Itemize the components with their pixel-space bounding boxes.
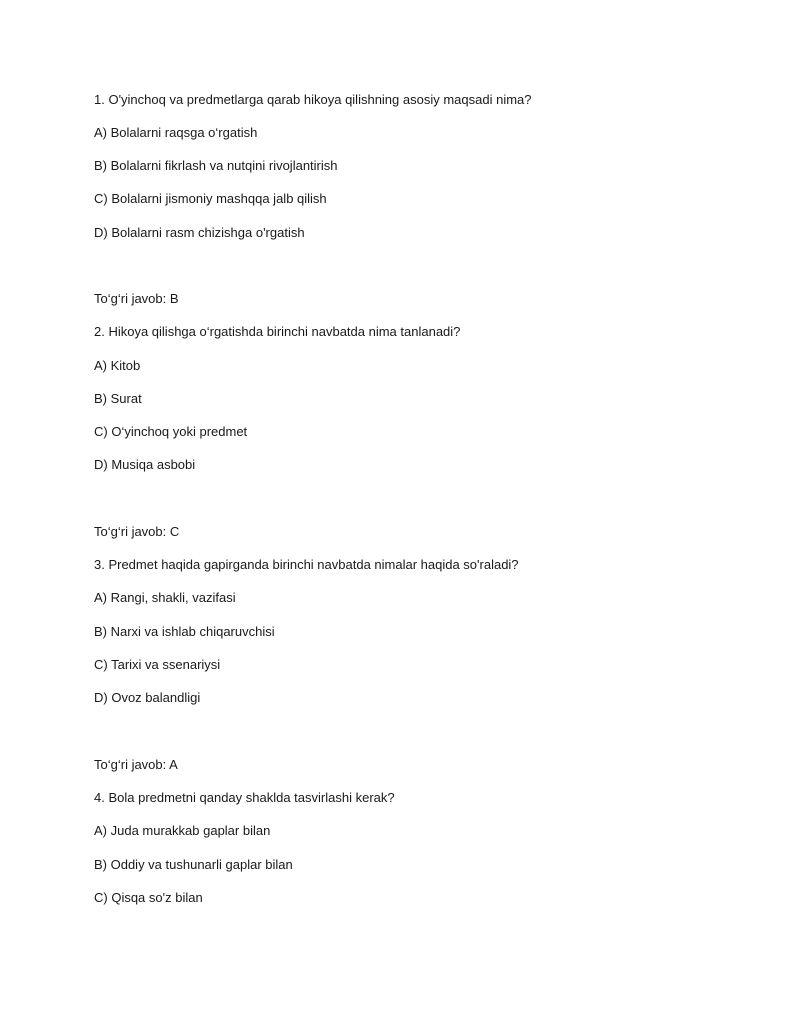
question-2-option-c: C) O‘yinchoq yoki predmet: [94, 424, 248, 439]
question-3-text: 3. Predmet haqida gapirganda birinchi navbatda nimalar haqida so'raladi?: [94, 557, 519, 572]
question-4-text: 4. Bola predmetni qanday shaklda tasvirlashi kerak?: [94, 790, 395, 805]
question-4-option-a: A) Juda murakkab gaplar bilan: [94, 823, 271, 838]
question-3-answer: To‘g‘ri javob: A: [94, 757, 178, 772]
question-1-text: 1. O'yinchoq va predmetlarga qarab hikoya qilishning asosiy maqsadi nima?: [94, 92, 532, 107]
question-3-option-c: C) Tarixi va ssenariysi: [94, 657, 221, 672]
question-1-option-d: D) Bolalarni rasm chizishga o'rgatish: [94, 225, 305, 240]
question-1-option-b: B) Bolalarni fikrlash va nutqini rivojlantirish: [94, 158, 338, 173]
question-2-option-d: D) Musiqa asbobi: [94, 457, 196, 472]
question-2-answer: To‘g‘ri javob: C: [94, 524, 180, 539]
question-2-option-b: B) Surat: [94, 391, 142, 406]
question-1-option-a: A) Bolalarni raqsga o‘rgatish: [94, 125, 258, 140]
question-1-answer: To‘g‘ri javob: B: [94, 291, 179, 306]
question-4-option-b: B) Oddiy va tushunarli gaplar bilan: [94, 857, 293, 872]
question-2-text: 2. Hikoya qilishga o‘rgatishda birinchi navbatda nima tanlanadi?: [94, 324, 461, 339]
question-3-option-d: D) Ovoz balandligi: [94, 690, 201, 705]
question-3-option-a: A) Rangi, shakli, vazifasi: [94, 590, 236, 605]
question-2-option-a: A) Kitob: [94, 358, 141, 373]
question-1-option-c: C) Bolalarni jismoniy mashqqa jalb qilish: [94, 191, 327, 206]
question-4-option-c: C) Qisqa so'z bilan: [94, 890, 203, 905]
question-3-option-b: B) Narxi va ishlab chiqaruvchisi: [94, 624, 275, 639]
